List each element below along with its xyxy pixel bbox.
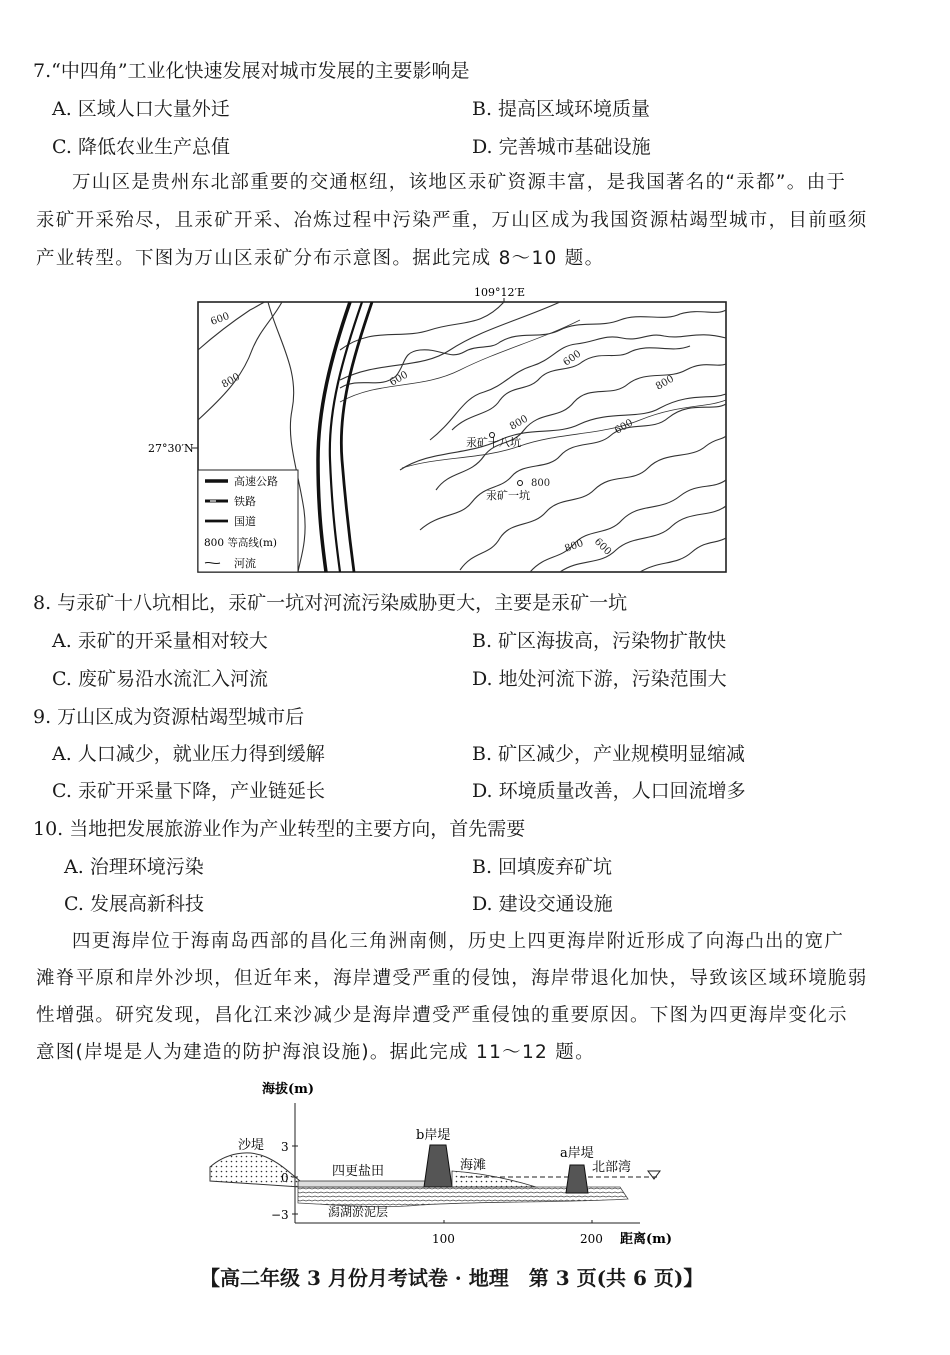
salt-field-label: 四更盐田 [332, 1164, 385, 1179]
q7-option-a[interactable]: A. 区域人口大量外迁 [52, 98, 230, 120]
q8-stem: 8. 与汞矿十八坑相比，汞矿一坑对河流污染威胁更大，主要是汞矿一坑 [33, 592, 628, 614]
dike-b-label: b岸堤 [416, 1128, 451, 1143]
mercury-mine-map [0, 280, 950, 580]
mine18-label: 汞矿十八坑 [466, 436, 521, 449]
profile-ytick: 3 [281, 1140, 289, 1154]
contour-label: 800 [220, 371, 243, 391]
q7-stem: 7.“中四角”工业化快速发展对城市发展的主要影响是 [33, 60, 470, 82]
passage2-line-2: 滩脊平原和岸外沙坝，但近年来，海岸遭受严重的侵蚀，海岸带退化加快，导致该区域环境脆弱 [36, 968, 868, 989]
passage1-line-2: 汞矿开采殆尽，且汞矿开采、冶炼过程中污染严重，万山区成为我国资源枯竭型城市，目前亟须 [36, 210, 868, 231]
coastal-profile-diagram [0, 1075, 950, 1255]
mine1-marker [518, 481, 523, 486]
passage2-line-3: 性增强。研究发现，昌化江来沙减少是海岸遭受严重侵蚀的重要原因。下图为四更海岸变化示 [36, 1005, 848, 1026]
salt-field-surface [298, 1181, 428, 1187]
q10-option-b[interactable]: B. 回填废弃矿坑 [472, 856, 613, 878]
q10-option-c[interactable]: C. 发展高新科技 [64, 893, 204, 915]
dike-a-shape [566, 1165, 588, 1193]
q8-option-b[interactable]: B. 矿区海拔高，污染物扩散快 [472, 630, 727, 652]
q10-option-a[interactable]: A. 治理环境污染 [64, 856, 204, 878]
sand-dike-shape [210, 1153, 300, 1187]
q9-option-c[interactable]: C. 汞矿开采量下降，产业链延长 [52, 780, 325, 802]
contour-label: 800 [654, 373, 677, 393]
profile-ytick: −3 [271, 1208, 289, 1222]
page-footer: 【高二年级 3 月份月考试卷 · 地理 第 3 页(共 6 页)】 [200, 1266, 704, 1290]
passage1-line-1: 万山区是贵州东北部重要的交通枢纽，该地区汞矿资源丰富，是我国著名的“汞都”。由于 [72, 172, 847, 193]
beach-label: 海滩 [460, 1158, 487, 1173]
contour-label: 800 [563, 537, 585, 555]
profile-x-axis-label: 距离(m) [620, 1232, 673, 1247]
map-latitude-label: 27°30′N [148, 442, 194, 455]
profile-y-axis-label: 海拔(m) [262, 1082, 315, 1097]
q10-option-d[interactable]: D. 建设交通设施 [472, 893, 613, 915]
q9-option-d[interactable]: D. 环境质量改善，人口回流增多 [472, 780, 746, 802]
q8-option-a[interactable]: A. 汞矿的开采量相对较大 [52, 630, 268, 652]
dike-b-shape [424, 1145, 452, 1187]
contour-label: 600 [388, 369, 411, 389]
q8-option-d[interactable]: D. 地处河流下游，污染范围大 [472, 668, 727, 690]
q9-stem: 9. 万山区成为资源枯竭型城市后 [33, 706, 305, 728]
sand-dike-label: 沙堤 [238, 1138, 265, 1153]
map-longitude-label: 109°12′E [474, 286, 526, 299]
gulf-label: 北部湾 [592, 1160, 632, 1175]
contour-label: 800 [508, 413, 531, 433]
q9-option-b[interactable]: B. 矿区减少，产业规模明显缩减 [472, 743, 746, 765]
dike-a-label: a岸堤 [560, 1146, 594, 1161]
contour-label: 600 [561, 348, 584, 369]
legend-expressway: 高速公路 [234, 475, 278, 488]
profile-xtick: 200 [580, 1232, 603, 1246]
passage2-line-4: 意图(岸堤是人为建造的防护海浪设施)。据此完成 11～12 题。 [36, 1042, 595, 1063]
passage2-line-1: 四更海岸位于海南岛西部的昌化三角洲南侧，历史上四更海岸附近形成了向海凸出的宽广 [72, 931, 845, 952]
q7-option-d[interactable]: D. 完善城市基础设施 [472, 136, 651, 158]
q7-option-b[interactable]: B. 提高区域环境质量 [472, 98, 651, 120]
contour-label: 600 [591, 536, 614, 558]
passage1-line-3: 产业转型。下图为万山区汞矿分布示意图。据此完成 8～10 题。 [36, 248, 605, 269]
contour-label: 800 [531, 478, 551, 489]
q7-option-c[interactable]: C. 降低农业生产总值 [52, 136, 230, 158]
legend-national-road: 国道 [234, 515, 256, 528]
q8-option-c[interactable]: C. 废矿易沿水流汇入河流 [52, 668, 268, 690]
q9-option-a[interactable]: A. 人口减少，就业压力得到缓解 [52, 743, 325, 765]
lagoon-mud-label: 潟湖淤泥层 [328, 1205, 389, 1219]
mine1-label: 汞矿一坑 [486, 489, 530, 502]
contour-label: 600 [613, 417, 636, 437]
profile-xtick: 100 [432, 1232, 455, 1246]
legend-river: 河流 [234, 557, 256, 570]
contour-label: 600 [209, 310, 231, 328]
q10-stem: 10. 当地把发展旅游业作为产业转型的主要方向，首先需要 [33, 818, 526, 840]
beach-shape [452, 1171, 536, 1187]
legend-contour: 800 等高线(m) [204, 537, 278, 549]
legend-railway: 铁路 [234, 495, 256, 508]
